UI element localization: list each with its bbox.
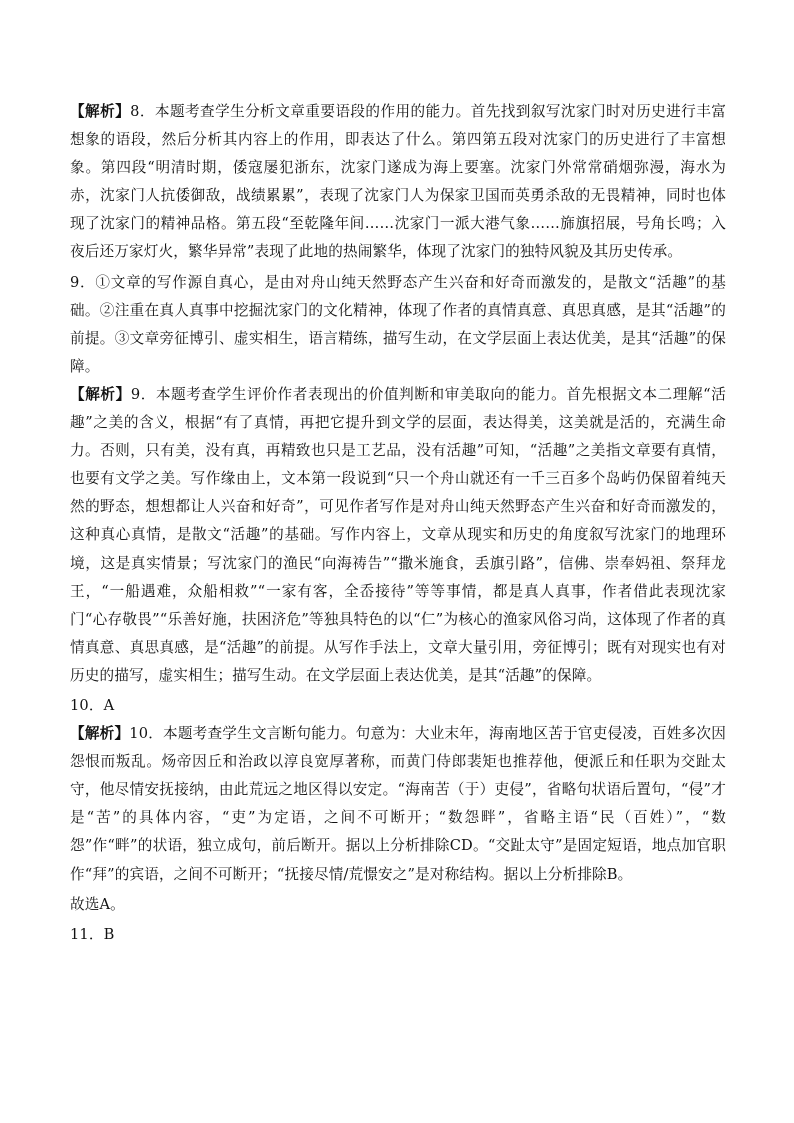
analysis-text: 8．本题考查学生分析文章重要语段的作用的能力。首先找到叙写沈家门时对历史进行丰富想象的语段，然后分析其内容上的作用，即表达了什么。第四第五段对沈家门的历史进行了丰富想象。第四段“明清时期，倭寇屡犯浙东，沈家门遂成为海上要塞。沈家门外常常硝烟弥漫，海水为赤，沈家门人抗倭御敌，战绩累累”，表现了沈家门人为保家卫国而英勇杀敌的无畏精神，同时也体现了沈家门的精神品格。第五段“至乾隆年间……沈家门一派大港气象……旆旗招展，号角长鸣；入夜后还万家灯火，繁华异常”表现了此地的热闹繁华，体现了沈家门的独特风貌及其历史传承。 (70, 103, 726, 261)
analysis-text: 10．本题考查学生文言断句能力。句意为：大业末年，海南地区苦于官吏侵凌，百姓多次因怨恨而叛乱。炀帝因丘和治政以淳良宽厚著称，而黄门侍郎裴矩也推荐他，便派丘和任职为交趾太守，他尽情安抚接纳，由此荒远之地区得以安定。“海南苦（于）吏侵”，省略句状语后置句，“侵”才是“苦”的具体内容，“吏”为定语，之间不可断开；“数怨畔”，省略主语“民（百姓）”，“数怨”作“畔”的状语，独立成句，前后断开。据以上分析排除CD。“交趾太守”是固定短语，地点加官职作“拜”的宾语，之间不可断开；“抚接尽情/荒憬安之”是对称结构。据以上分析排除B。 (70, 725, 726, 883)
answer-text: 10．A (70, 696, 115, 714)
answer-10 (70, 692, 726, 720)
answer-11 (70, 921, 726, 949)
document-page (70, 98, 726, 949)
analysis-label: 【解析】 (70, 725, 130, 743)
conclusion-10 (70, 891, 726, 919)
answer-text: 9．①文章的写作源自真心，是由对舟山纯天然野态产生兴奋和好奇而激发的，是散文“活趣”的基础。②注重在真人真事中挖掘沈家门的文化精神，体现了作者的真情真意、真思真感，是其“活趣”的前提。③文章旁征博引、虚实相生，语言精练，描写生动，在文学层面上表达优美，是其“活趣”的保障。 (70, 273, 726, 375)
analysis-text: 9．本题考查学生评价作者表现出的价值判断和审美取向的能力。首先根据文本二理解“活趣”之美的含义，根据“有了真情，再把它提升到文学的层面，表达得美，这美就是活的，充满生命力。否则，只有美，没有真，再精致也只是工艺品，没有活趣”可知，“活趣”之美指文章要有真情，也要有文学之美。写作缘由上，文本第一段说到“只一个舟山就还有一千三百多个岛屿仍保留着纯天然的野态，想想都让人兴奋和好奇”，可见作者写作是对舟山纯天然野态产生兴奋和好奇而激发的，这种真心真情，是散文“活趣”的基础。写作内容上，文章从现实和历史的角度叙写沈家门的地理环境，这是真实情景；写沈家门的渔民“向海祷告”“撒米施食，丢旗引路”，信佛、崇奉妈祖、祭拜龙王，“一船遇难，众船相救”“一家有客，全岙接待”等等事情，都是真人真事，作者借此表现沈家门“心存敬畏”“乐善好施，扶困济危”等独具特色的以“仁”为核心的渔家风俗习尚，这体现了作者的真情真意、真思真感，是“活趣”的前提。从写作手法上，文章大量引用，旁征博引；既有对现实也有对历史的描写，虚实相生；描写生动。在文学层面上表达优美，是其“活趣”的保障。 (70, 385, 726, 684)
analysis-8 (70, 98, 726, 267)
answer-text: 11．B (70, 925, 115, 943)
answer-text: 故选A。 (70, 895, 125, 913)
analysis-label: 【解析】 (70, 103, 131, 120)
analysis-9 (70, 381, 726, 690)
analysis-10 (70, 720, 726, 889)
answer-9 (70, 269, 726, 381)
analysis-label: 【解析】 (70, 385, 131, 403)
